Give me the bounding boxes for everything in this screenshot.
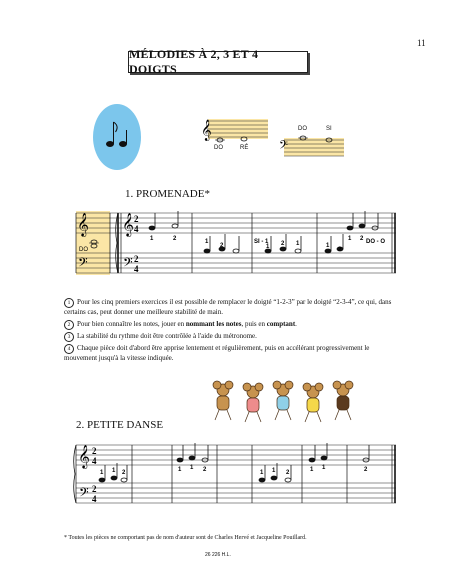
footnote: * Toutes les pièces ne comportant pas de nom d'auteur sont de Charles Hervé et Jacqueline Pouillard. <box>64 535 307 541</box>
note-2-pre: Pour bien connaître les notes, jouer en <box>77 320 186 328</box>
note-1-text: Pour les cinq premiers exercices il est possible de remplacer le doigté “1-2-3” par le doigté “2-3-4”, ce qui, dans certains cas, peut donner une meilleure stabilité de main. <box>64 298 392 316</box>
fingering2-1: 1 <box>100 470 104 476</box>
svg-text:𝄢: 𝄢 <box>279 139 289 155</box>
svg-text:𝄞: 𝄞 <box>77 212 89 236</box>
fingering2-3: 2 <box>122 470 126 476</box>
svg-text:𝄢: 𝄢 <box>123 255 133 273</box>
fingering-8: 1 <box>296 241 300 247</box>
page-number: 11 <box>417 38 426 48</box>
note-number-2: 2 <box>64 320 74 330</box>
fingering-5: SI - 1 <box>254 239 269 245</box>
fingering2-6: 2 <box>203 467 207 473</box>
fingering2-2: 1 <box>112 468 116 474</box>
hand-illustration <box>93 104 141 170</box>
score-ref-label-do: DO <box>79 247 88 253</box>
fingering2-7: 1 <box>260 470 264 476</box>
section-title-promenade: 1. PROMENADE* <box>125 188 210 200</box>
fingering2-11: 1 <box>322 465 326 471</box>
mouse-icon <box>243 383 263 422</box>
svg-text:𝄢: 𝄢 <box>79 485 89 503</box>
fingering-4: 2 <box>220 243 224 249</box>
fingering-6: 1 <box>266 244 270 250</box>
petite-danse-score <box>72 437 400 513</box>
page-title: MÉLODIES À 2, 3 ET 4 DOIGTS <box>128 51 308 73</box>
note-2-bold-2: comptant <box>266 320 296 328</box>
fingering-10: 2 <box>338 247 342 253</box>
note-3 <box>64 332 394 342</box>
note-2-mid: , puis en <box>241 320 267 328</box>
svg-text:𝄞: 𝄞 <box>78 444 90 468</box>
fingering2-4: 1 <box>178 467 182 473</box>
label-si-bass: SI <box>326 126 332 132</box>
time-sig-top-treble: 2 <box>134 214 139 224</box>
fingering2-10: 1 <box>310 467 314 473</box>
note-4-text: Chaque pièce doit d'abord être apprise lentement et régulièrement, puis en accélérant progressivement le mouvement jusqu'à la vitesse indiquée. <box>64 344 370 362</box>
mouse-icon <box>273 381 293 420</box>
treble-reference-staff <box>200 117 268 143</box>
note-number-3: 3 <box>64 332 74 342</box>
label-do: DO <box>214 145 223 151</box>
svg-text:𝄢: 𝄢 <box>78 255 88 273</box>
note-1 <box>64 298 394 317</box>
time-sig-bottom-treble-2: 4 <box>92 456 97 466</box>
time-sig-top-bass-2: 2 <box>92 484 97 494</box>
promenade-score <box>72 205 400 285</box>
bass-reference-staff <box>276 134 344 160</box>
fingering-12: 2 <box>360 236 364 242</box>
fingering-7: 2 <box>281 241 285 247</box>
mouse-icon <box>213 381 233 420</box>
note-2-bold-1: nommant les notes <box>185 320 242 328</box>
svg-text:𝄞: 𝄞 <box>122 212 134 236</box>
fingering-9: 1 <box>326 243 330 249</box>
note-4 <box>64 344 394 363</box>
note-2-post: . <box>295 320 297 328</box>
fingering2-9: 2 <box>286 470 290 476</box>
fingering-11: 1 <box>348 236 352 242</box>
fingering-2: 2 <box>173 236 177 242</box>
note-number-4: 4 <box>64 344 74 354</box>
fingering2-5: 1 <box>190 465 194 471</box>
label-re: RÉ <box>240 145 249 151</box>
fingering-13: DO - O <box>366 239 385 245</box>
time-sig-bottom-bass-2: 4 <box>92 494 97 504</box>
svg-text:𝄞: 𝄞 <box>201 120 212 141</box>
mouse-icon <box>303 383 323 422</box>
time-sig-top-bass: 2 <box>134 254 139 264</box>
fingering2-8: 1 <box>272 468 276 474</box>
time-sig-top-treble-2: 2 <box>92 446 97 456</box>
note-3-text: La stabilité du rythme doit être contrôlée à l'aide du métronome. <box>77 332 257 340</box>
note-number-1: 1 <box>64 298 74 308</box>
fingering2-12: 2 <box>364 467 368 473</box>
fingering-3: 1 <box>205 239 209 245</box>
dancing-mice-illustration <box>205 380 365 426</box>
time-sig-bottom-bass: 4 <box>134 264 139 274</box>
label-do-bass: DO <box>298 126 307 132</box>
quarter-notes-icon <box>93 104 141 170</box>
time-sig-bottom-treble: 4 <box>134 224 139 234</box>
note-2 <box>64 320 394 330</box>
section-title-petite-danse: 2. PETITE DANSE <box>76 419 164 431</box>
mouse-icon <box>333 381 353 420</box>
publisher-code: 26 226 H.L. <box>205 552 231 558</box>
fingering-1: 1 <box>150 236 154 242</box>
